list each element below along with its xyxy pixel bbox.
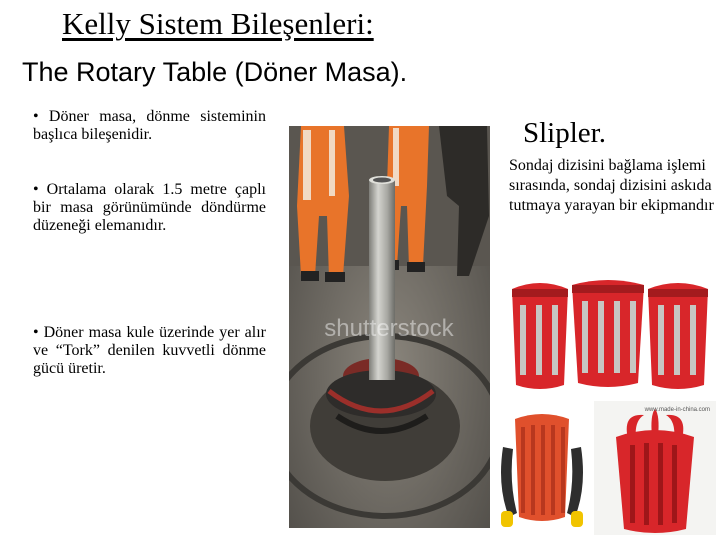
red-slips-photo-icon — [508, 275, 713, 391]
drill-floor-photo-icon — [289, 126, 490, 528]
bullet-3: • Döner masa kule üzerinde yer alır ve “Tork” denilen kuvvetli dönme gücü üretir. — [33, 324, 266, 377]
slips-photo-bottom-right — [594, 401, 716, 535]
watermark-text: www.made-in-china.com — [644, 407, 710, 413]
watermark-text: shutterstock — [324, 315, 454, 342]
slide-subtitle: The Rotary Table (Döner Masa). — [22, 57, 408, 87]
bullet-1: • Döner masa, dönme sisteminin başlıca bileşenidir. — [33, 108, 266, 143]
rotary-table-photo — [289, 126, 490, 528]
slips-photo-bottom-left — [497, 407, 587, 532]
red-slip-single-photo-icon — [594, 401, 716, 535]
slide-title: Kelly Sistem Bileşenleri: — [62, 6, 374, 41]
slipler-heading: Slipler. — [523, 117, 606, 149]
slips-photo-top — [508, 275, 713, 391]
slipler-description: Sondaj dizisini bağlama işlemi sırasında, sondaj dizisini askıda tutmaya yarayan bir ekipmandır — [509, 157, 714, 214]
red-slips-with-handles-photo-icon — [497, 407, 587, 532]
bullet-2: • Ortalama olarak 1.5 metre çaplı bir masa görünümünde döndürme düzeneği elemanıdır. — [33, 181, 266, 234]
